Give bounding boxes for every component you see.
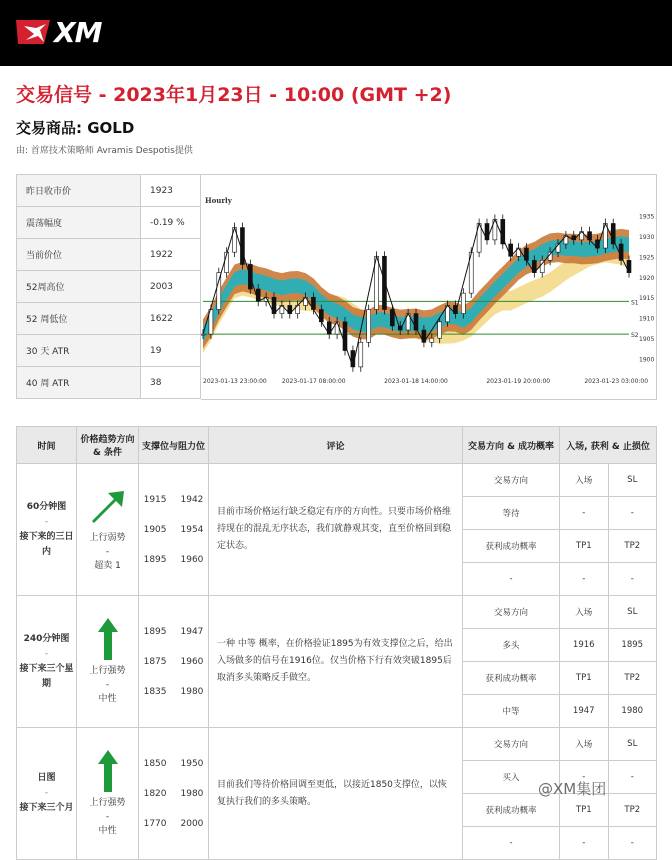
x-tick-label: 2023-01-23 03:00:00 bbox=[584, 378, 649, 385]
trade-cell: 中等 bbox=[502, 707, 520, 717]
trade-cell: - bbox=[608, 827, 656, 860]
support-level: 1895 bbox=[143, 554, 167, 565]
signals-header-row bbox=[17, 427, 657, 464]
stat-row bbox=[17, 303, 201, 335]
stat-value: 1923 bbox=[141, 175, 201, 207]
level-pair bbox=[139, 809, 208, 839]
stat-value: 2003 bbox=[141, 271, 201, 303]
level-label-S1: S1 bbox=[631, 299, 639, 307]
stat-row bbox=[17, 335, 201, 367]
horizon-label: 接下来的三日内 bbox=[19, 531, 74, 557]
trade-cell: SL bbox=[608, 596, 656, 629]
timeframe-cell bbox=[17, 728, 77, 860]
entry-cell bbox=[560, 596, 657, 728]
price-candle bbox=[619, 244, 623, 260]
y-tick-label: 1935 bbox=[639, 213, 655, 221]
y-tick-label: 1930 bbox=[639, 233, 655, 241]
y-tick-label: 1905 bbox=[639, 336, 655, 344]
trade-cell: 1947 bbox=[572, 706, 595, 716]
direction-cell bbox=[463, 596, 560, 728]
trade-cell: TP1 bbox=[560, 662, 608, 695]
stat-label: 昨日收市价 bbox=[17, 175, 141, 207]
price-candle bbox=[256, 289, 260, 301]
watermark-text: @XM集团 bbox=[538, 780, 607, 798]
stat-value: 38 bbox=[141, 367, 201, 399]
level-pair bbox=[139, 779, 208, 809]
direction-cell bbox=[463, 464, 560, 596]
y-tick-label: 1925 bbox=[639, 254, 655, 262]
support-level: 1895 bbox=[143, 626, 167, 637]
price-candle bbox=[430, 338, 434, 342]
level-pair bbox=[139, 545, 208, 575]
stat-value: 19 bbox=[141, 335, 201, 367]
signal-row bbox=[17, 596, 657, 728]
trade-cell: 交易方向 bbox=[463, 464, 559, 497]
levels-cell bbox=[139, 464, 209, 596]
stat-row bbox=[17, 207, 201, 239]
separator-dot: - bbox=[105, 811, 110, 822]
condition-label: 中性 bbox=[98, 825, 117, 836]
trade-cell: TP1 bbox=[560, 530, 608, 563]
support-level: 1905 bbox=[143, 524, 167, 535]
product-name: 交易商品: GOLD bbox=[16, 119, 135, 137]
level-pair bbox=[139, 647, 208, 677]
brand-name: XM bbox=[54, 16, 102, 49]
trade-cell: 交易方向 bbox=[463, 596, 559, 629]
price-candle bbox=[382, 256, 386, 309]
stat-label: 30 天 ATR bbox=[17, 335, 141, 367]
condition-label: 超卖 1 bbox=[94, 560, 121, 571]
stat-label: 40 周 ATR bbox=[17, 367, 141, 399]
trade-cell: 多头 bbox=[463, 629, 559, 662]
trade-cell: 获利成功概率 bbox=[463, 662, 559, 695]
stat-row bbox=[17, 367, 201, 399]
trend-label: 上行强势 bbox=[89, 797, 126, 808]
support-level: 1850 bbox=[143, 758, 167, 769]
brand-header bbox=[0, 0, 672, 66]
price-candle bbox=[343, 322, 347, 351]
header-entry: 入场, 获利 & 止损位 bbox=[560, 427, 657, 464]
trade-cell: - bbox=[582, 838, 586, 848]
levels-cell bbox=[139, 596, 209, 728]
trade-cell: - bbox=[509, 574, 513, 584]
trade-cell: 入场 bbox=[560, 728, 608, 761]
support-level: 1875 bbox=[143, 656, 167, 667]
trade-cell: 交易方向 bbox=[463, 728, 559, 761]
resistance-level: 1950 bbox=[180, 758, 204, 769]
timeframe-label: 240分钟图 bbox=[23, 633, 70, 644]
stat-label: 震荡幅度 bbox=[17, 207, 141, 239]
resistance-level: 1980 bbox=[180, 686, 204, 697]
page-title: 交易信号 - 2023年1月23日 - 10:00 (GMT +2) bbox=[16, 84, 452, 106]
hourly-chart-svg bbox=[201, 175, 656, 399]
x-tick-label: 2023-01-19 20:00:00 bbox=[486, 378, 551, 385]
timeframe-label: 60分钟图 bbox=[26, 501, 67, 512]
price-candle bbox=[240, 228, 244, 265]
levels-cell bbox=[139, 728, 209, 860]
trade-cell: - bbox=[509, 838, 513, 848]
resistance-level: 1942 bbox=[180, 494, 204, 505]
stat-label: 当前价位 bbox=[17, 239, 141, 271]
price-candle bbox=[217, 273, 221, 310]
price-candle bbox=[201, 334, 205, 335]
market-stats-table bbox=[16, 174, 201, 399]
stat-value: -0.19 % bbox=[141, 207, 201, 239]
trend-cell bbox=[77, 464, 139, 596]
trend-label: 上行弱势 bbox=[89, 532, 126, 543]
y-tick-label: 1910 bbox=[639, 315, 655, 323]
level-label-S2: S2 bbox=[631, 332, 639, 340]
trend-up-arrow-icon bbox=[98, 618, 118, 660]
timeframe-cell bbox=[17, 596, 77, 728]
separator-dot: - bbox=[44, 788, 49, 798]
resistance-level: 1954 bbox=[180, 524, 204, 535]
trend-cell bbox=[77, 596, 139, 728]
horizon-label: 接下来三个星期 bbox=[19, 663, 74, 689]
hourly-chart bbox=[201, 174, 657, 400]
comment-cell: 目前市场价格运行缺乏稳定有序的方向性。只要市场价格维持现在的混乱无序状态，我们就静观其变，直至价格回到稳定状态。 bbox=[209, 464, 463, 596]
resistance-level: 2000 bbox=[180, 818, 204, 829]
trend-up-right-arrow-icon bbox=[88, 487, 128, 527]
y-tick-label: 1920 bbox=[639, 274, 655, 282]
trend-up-arrow-icon bbox=[98, 750, 118, 792]
trade-cell: - bbox=[608, 761, 656, 794]
trade-cell: - bbox=[608, 497, 656, 530]
header-comment: 评论 bbox=[209, 427, 463, 464]
comment-cell: 目前我们等待价格回调至更低，以接近1850支撑位，以恢复执行我们的多头策略。 bbox=[209, 728, 463, 860]
trade-cell: 1980 bbox=[608, 695, 656, 728]
resistance-level: 1960 bbox=[180, 656, 204, 667]
comment-cell: 一种 中等 概率，在价格验证1895为有效支撑位之后，给出入场做多的信号在1916位。仅当价格下行有效突破1895后取消多头策略反手做空。 bbox=[209, 596, 463, 728]
separator-dot: - bbox=[105, 546, 110, 557]
level-pair bbox=[139, 515, 208, 545]
resistance-level: 1980 bbox=[180, 788, 204, 799]
header-levels: 支撑位与阻力位 bbox=[139, 427, 209, 464]
level-pair bbox=[139, 749, 208, 779]
stat-value: 1922 bbox=[141, 239, 201, 271]
trade-cell: TP1 bbox=[560, 794, 608, 827]
trade-cell: 获利成功概率 bbox=[463, 530, 559, 563]
trend-label: 上行强势 bbox=[89, 665, 126, 676]
trade-cell: 等待 bbox=[463, 497, 559, 530]
price-candle bbox=[461, 293, 465, 313]
price-candle bbox=[438, 322, 442, 338]
support-level: 1915 bbox=[143, 494, 167, 505]
stat-row bbox=[17, 175, 201, 207]
trade-cell: 买入 bbox=[463, 761, 559, 794]
resistance-level: 1947 bbox=[180, 626, 204, 637]
price-candle bbox=[359, 342, 363, 367]
condition-label: 中性 bbox=[98, 693, 117, 704]
trade-cell: 获利成功概率 bbox=[463, 794, 559, 827]
trade-cell: SL bbox=[608, 728, 656, 761]
separator-dot: - bbox=[44, 648, 49, 659]
stat-value: 1622 bbox=[141, 303, 201, 335]
trade-cell: TP2 bbox=[608, 794, 656, 827]
trade-cell: TP2 bbox=[608, 530, 656, 563]
separator-dot: - bbox=[105, 679, 110, 690]
signal-row bbox=[17, 464, 657, 596]
support-level: 1820 bbox=[143, 788, 167, 799]
timeframe-label: 日图 bbox=[37, 773, 56, 783]
trade-cell: - bbox=[560, 497, 608, 530]
y-tick-label: 1915 bbox=[639, 295, 655, 303]
timeframe-cell bbox=[17, 464, 77, 596]
stat-row bbox=[17, 271, 201, 303]
support-level: 1835 bbox=[143, 686, 167, 697]
y-tick-label: 1900 bbox=[639, 356, 655, 364]
level-pair bbox=[139, 617, 208, 647]
level-pair bbox=[139, 677, 208, 707]
header-timeframe: 时间 bbox=[17, 427, 77, 464]
trend-cell bbox=[77, 728, 139, 860]
stat-label: 52周高位 bbox=[17, 271, 141, 303]
level-pair bbox=[139, 485, 208, 515]
resistance-level: 1960 bbox=[180, 554, 204, 565]
trade-cell: 1895 bbox=[608, 629, 656, 662]
entry-cell bbox=[560, 464, 657, 596]
trade-cell: - bbox=[560, 761, 608, 794]
trade-cell: 入场 bbox=[560, 596, 608, 629]
price-candle bbox=[367, 310, 371, 343]
trade-cell: SL bbox=[608, 464, 656, 497]
trade-cell: 1916 bbox=[560, 629, 608, 662]
horizon-label: 接下来三个月 bbox=[19, 803, 74, 813]
x-tick-label: 2023-01-13 23:00:00 bbox=[203, 378, 267, 385]
support-level: 1770 bbox=[143, 818, 167, 829]
stat-label: 52 周低位 bbox=[17, 303, 141, 335]
trade-cell: TP2 bbox=[608, 662, 656, 695]
trade-cell: 入场 bbox=[560, 464, 608, 497]
header-trend: 价格趋势方向 & 条件 bbox=[77, 427, 139, 464]
trade-cell: - bbox=[608, 563, 656, 596]
trade-cell: - bbox=[582, 574, 586, 584]
x-tick-label: 2023-01-17 08:00:00 bbox=[281, 378, 346, 385]
x-tick-label: 2023-01-18 14:00:00 bbox=[384, 378, 448, 385]
chart-title: Hourly bbox=[205, 196, 232, 205]
stat-row bbox=[17, 239, 201, 271]
price-candle bbox=[390, 310, 394, 326]
author-byline: 由: 首席技术策略师 Avramis Despotis提供 bbox=[16, 146, 193, 156]
header-direction: 交易方向 & 成功概率 bbox=[463, 427, 560, 464]
separator-dot: - bbox=[44, 516, 49, 527]
